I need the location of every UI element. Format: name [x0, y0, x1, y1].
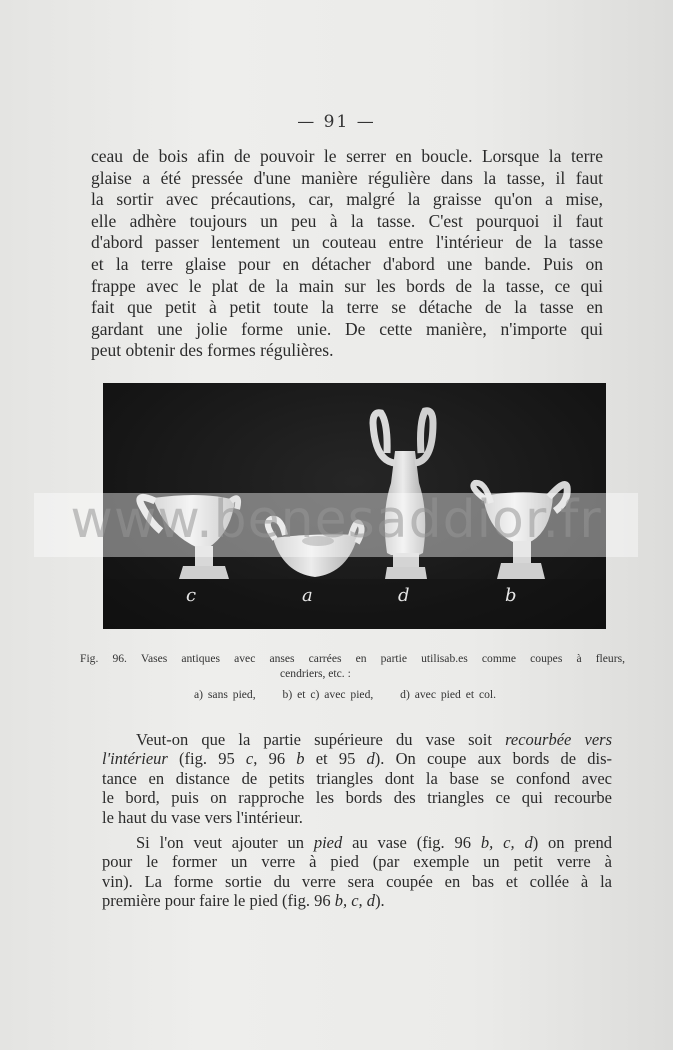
legend-d: d) avec pied et col. — [400, 688, 497, 701]
paragraph-3-line — [102, 833, 612, 852]
paragraph-2-line: le haut du vase vers l'intérieur. — [102, 807, 303, 827]
paragraph-2-line: tance en distance de petits triangles dont la base se confond avec — [102, 768, 612, 788]
italic-run: c — [245, 749, 254, 769]
paragraph-1 — [91, 146, 603, 362]
italic-run: l'intérieur — [102, 749, 168, 769]
watermark: www.benesaddior.fr — [70, 490, 602, 550]
vase-label-a: a — [302, 585, 313, 606]
paragraph-1-line: peut obtenir des formes régulières. — [91, 340, 334, 361]
paragraph-3-line: vin). La forme sortie du verre sera coupée en bas et collée à la — [102, 871, 612, 891]
paragraph-1-line: la sortir avec précautions, car, malgré la graisse qu'on a mise, — [91, 189, 603, 210]
italic-run: b, c, d — [334, 891, 376, 911]
text-run: ). — [375, 891, 385, 911]
vase-label-d: d — [398, 585, 410, 606]
vase-label-b: b — [505, 585, 517, 606]
italic-run: b, c, d — [480, 833, 533, 852]
text-run: et 95 — [304, 749, 367, 769]
paragraph-2-line: le bord, puis on rapproche les bords des triangles ce qui recourbe — [102, 788, 612, 808]
italic-run: d — [366, 749, 375, 769]
paragraph-1-line: fait que petit à petit toute la terre se détache de la tasse en — [91, 297, 603, 318]
legend-a: a) sans pied, — [194, 688, 256, 701]
text-run: (fig. 95 — [167, 749, 246, 769]
caption-line-1: Fig. 96. Vases antiques avec anses carrées en partie utilisab.es comme coupes à fleurs, — [80, 652, 625, 665]
caption-line-2: cendriers, etc. : — [280, 667, 351, 680]
text-run: au vase (fig. 96 — [342, 833, 481, 852]
italic-run: pied — [313, 833, 343, 852]
paragraph-2 — [102, 730, 612, 827]
paragraph-1-line: ceau de bois afin de pouvoir le serrer en boucle. Lorsque la terre — [91, 146, 603, 166]
text-run: ). On coupe aux bords de dis- — [374, 749, 612, 769]
paragraph-1-line: gardant une jolie forme unie. De cette manière, n'importe qui — [91, 318, 603, 339]
page-number: — 91 — — [297, 112, 376, 132]
paragraph-3 — [102, 833, 612, 911]
vase-label-c: c — [186, 585, 197, 606]
text-run: Veut-on que la partie supérieure du vase soit — [136, 730, 506, 749]
paragraph-3-line: pour le former un verre à pied (par exemple un petit verre à — [102, 852, 612, 872]
paragraph-2-line — [102, 749, 612, 768]
paragraph-1-line: elle adhère toujours un peu à la tasse. C'est pourquoi il faut — [91, 210, 603, 231]
paragraph-1-line: glaise a été pressée d'une manière régulière dans la tasse, il faut — [91, 167, 603, 188]
text-run: première pour faire le pied (fig. 96 — [102, 891, 335, 911]
figure-caption — [80, 651, 625, 702]
paragraph-1-line: et la terre glaise pour en détacher d'abord une bande. Puis on — [91, 253, 603, 274]
legend-bc: b) et c) avec pied, — [282, 688, 374, 701]
paragraph-1-line: frappe avec le plat de la main sur les bords de la tasse, ce qui — [91, 275, 603, 296]
paragraph-3-line — [102, 891, 612, 910]
text-run: ) on prend — [532, 833, 612, 852]
italic-run: b — [296, 749, 305, 769]
text-run: , 96 — [253, 749, 297, 769]
text-run: Si l'on veut ajouter un — [136, 833, 314, 852]
italic-run: recourbée vers — [505, 730, 613, 749]
caption-legend — [80, 687, 625, 702]
paragraph-1-line: d'abord passer lentement un couteau entre l'intérieur de la tasse — [91, 232, 603, 253]
paragraph-2-line — [102, 730, 612, 749]
